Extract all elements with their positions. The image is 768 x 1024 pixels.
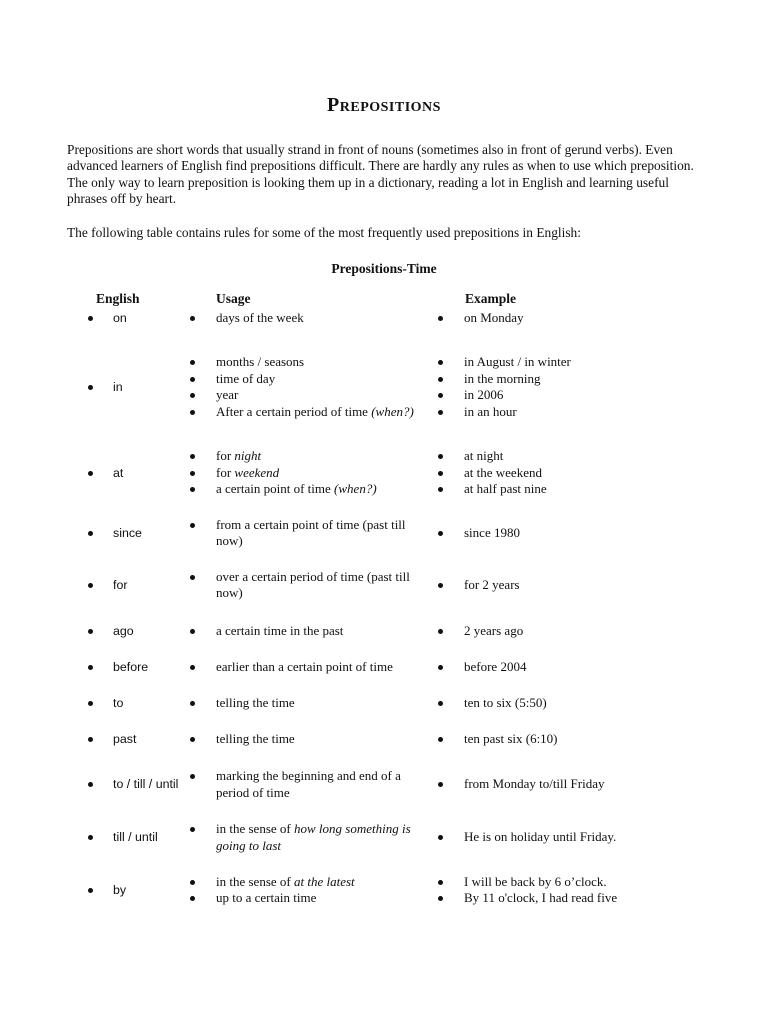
bullet-icon xyxy=(190,575,195,580)
list-item xyxy=(438,481,648,498)
preposition-text: ago xyxy=(113,624,134,639)
example-cell xyxy=(438,309,648,328)
list-item xyxy=(190,354,420,371)
list-item xyxy=(190,731,420,748)
example-text: since 1980 xyxy=(464,524,520,540)
example-text: 2 years ago xyxy=(464,623,524,639)
bullet-icon xyxy=(190,410,195,415)
preposition-text: since xyxy=(113,525,142,540)
english-cell xyxy=(88,345,188,429)
usage-note: how long something is going to last xyxy=(216,821,411,853)
column-header-usage: Usage xyxy=(216,291,251,306)
list-item xyxy=(190,387,420,404)
bullet-icon xyxy=(190,774,195,779)
usage-cell xyxy=(190,566,420,604)
table-title: Prepositions-Time xyxy=(331,261,437,276)
bullet-icon xyxy=(438,782,443,787)
preposition-text: past xyxy=(113,732,137,747)
bullet-icon xyxy=(190,377,195,382)
preposition-text: for xyxy=(113,577,128,592)
list-item xyxy=(190,371,420,388)
bullet-icon xyxy=(438,835,443,840)
bullet-icon xyxy=(438,410,443,415)
bullet-icon xyxy=(438,880,443,885)
list-item xyxy=(190,517,420,550)
usage-cell xyxy=(190,309,420,328)
example-text: on Monday xyxy=(464,310,524,326)
list-item xyxy=(438,525,648,542)
usage-text: time of day xyxy=(216,370,276,386)
usage-cell xyxy=(190,766,420,803)
bullet-icon xyxy=(190,454,195,459)
english-cell xyxy=(88,309,188,328)
example-text: at night xyxy=(464,448,504,464)
preposition-text: on xyxy=(113,311,127,326)
usage-note: night xyxy=(234,448,262,464)
bullet-icon xyxy=(190,471,195,476)
example-cell xyxy=(438,622,648,641)
example-cell xyxy=(438,658,648,677)
page-title: Prepositions xyxy=(327,94,441,116)
bullet-icon xyxy=(438,737,443,742)
bullet-icon xyxy=(438,393,443,398)
table-row xyxy=(0,514,768,552)
bullet-icon xyxy=(438,665,443,670)
usage-cell xyxy=(190,622,420,641)
bullet-icon xyxy=(88,316,93,321)
english-cell xyxy=(88,694,188,713)
table-row xyxy=(0,309,768,328)
list-item xyxy=(88,829,188,846)
example-cell xyxy=(438,872,648,908)
usage-text: marking the beginning and end of a period of time xyxy=(216,768,401,800)
list-item xyxy=(88,659,188,676)
preposition-text: before xyxy=(113,660,149,675)
usage-text: telling the time xyxy=(216,695,295,711)
table-row xyxy=(0,730,768,749)
table-row xyxy=(0,766,768,803)
preposition-text: to / till / until xyxy=(113,777,179,792)
english-cell xyxy=(88,819,188,856)
bullet-icon xyxy=(438,629,443,634)
bullet-icon xyxy=(190,827,195,832)
list-item xyxy=(438,577,648,594)
usage-text: in the sense of xyxy=(216,873,291,889)
bullet-icon xyxy=(88,737,93,742)
list-item xyxy=(88,577,188,594)
list-item xyxy=(190,695,420,712)
example-text: in an hour xyxy=(464,403,517,419)
bullet-icon xyxy=(190,523,195,528)
example-text: in 2006 xyxy=(464,387,504,402)
example-text: ten to six (5:50) xyxy=(464,695,547,711)
list-item xyxy=(190,448,420,465)
preposition-text: to xyxy=(113,696,124,711)
example-text: in the morning xyxy=(464,370,541,386)
list-item xyxy=(438,623,648,640)
usage-text: in the sense of xyxy=(216,821,291,836)
example-cell xyxy=(438,345,648,429)
list-item xyxy=(438,659,648,676)
example-cell xyxy=(438,514,648,552)
example-text: I will be back by 6 o’clock. xyxy=(464,873,607,889)
usage-text: year xyxy=(216,387,239,402)
usage-text: from a certain point of time (past till now) xyxy=(216,516,406,548)
usage-cell xyxy=(190,658,420,677)
example-text: in August / in winter xyxy=(464,354,571,369)
list-item xyxy=(190,569,420,602)
bullet-icon xyxy=(438,583,443,588)
usage-note: (when?) xyxy=(371,403,414,419)
intro-paragraph: Prepositions are short words that usually strand in front of nouns (sometimes also in front of gerund verbs). Even advanced learners of English find prepositions difficult. There are hardly any rules as when to use which preposition. The only way to learn preposition is looking them up in a dictionary, reading a lot in English and learning useful phrases off by heart. xyxy=(67,142,694,207)
bullet-icon xyxy=(88,385,93,390)
list-item xyxy=(190,659,420,676)
english-cell xyxy=(88,658,188,677)
column-header-example: Example xyxy=(465,291,517,306)
list-item xyxy=(438,731,648,748)
list-item xyxy=(88,379,188,396)
usage-note: at the latest xyxy=(293,873,355,889)
bullet-icon xyxy=(438,454,443,459)
usage-cell xyxy=(190,514,420,552)
usage-text: After a certain period of time xyxy=(216,403,368,419)
usage-note: (when?) xyxy=(334,481,377,497)
usage-cell xyxy=(190,446,420,500)
example-text: from Monday to/till Friday xyxy=(464,776,605,792)
table-row xyxy=(0,566,768,604)
example-text: before 2004 xyxy=(464,659,527,675)
usage-text: telling the time xyxy=(216,731,295,747)
example-cell xyxy=(438,694,648,713)
usage-text: over a certain period of time (past till now) xyxy=(216,568,410,600)
usage-text: a certain point of time xyxy=(216,481,331,497)
example-cell xyxy=(438,730,648,749)
list-item xyxy=(438,404,648,421)
bullet-icon xyxy=(438,360,443,365)
bullet-icon xyxy=(190,701,195,706)
bullet-icon xyxy=(88,583,93,588)
list-item xyxy=(190,481,420,498)
list-item xyxy=(190,874,420,891)
table-row xyxy=(0,345,768,429)
list-item xyxy=(438,890,648,907)
bullet-icon xyxy=(88,531,93,536)
list-item xyxy=(190,623,420,640)
bullet-icon xyxy=(88,782,93,787)
bullet-icon xyxy=(438,896,443,901)
english-cell xyxy=(88,622,188,641)
bullet-icon xyxy=(190,665,195,670)
english-cell xyxy=(88,446,188,500)
usage-cell xyxy=(190,730,420,749)
bullet-icon xyxy=(190,737,195,742)
table-row xyxy=(0,819,768,856)
list-item xyxy=(438,310,648,327)
table-row xyxy=(0,658,768,677)
usage-note: weekend xyxy=(234,464,280,480)
preposition-text: in xyxy=(113,379,123,394)
usage-text: up to a certain time xyxy=(216,890,317,905)
column-header-english: English xyxy=(96,291,140,306)
english-cell xyxy=(88,566,188,604)
list-item xyxy=(88,695,188,712)
usage-text: earlier than a certain point of time xyxy=(216,659,393,675)
usage-text: for xyxy=(216,464,232,480)
example-text: at half past nine xyxy=(464,481,547,497)
list-item xyxy=(190,890,420,907)
list-item xyxy=(438,776,648,793)
usage-text: days of the week xyxy=(216,310,304,326)
bullet-icon xyxy=(88,701,93,706)
list-item xyxy=(438,695,648,712)
bullet-icon xyxy=(88,629,93,634)
list-item xyxy=(88,465,188,482)
bullet-icon xyxy=(190,880,195,885)
bullet-icon xyxy=(88,471,93,476)
example-text: He is on holiday until Friday. xyxy=(464,829,617,845)
bullet-icon xyxy=(190,393,195,398)
usage-text: for xyxy=(216,448,232,464)
list-item xyxy=(190,310,420,327)
preposition-text: at xyxy=(113,465,124,480)
english-cell xyxy=(88,766,188,803)
lead-paragraph: The following table contains rules for some of the most frequently used prepositions in English: xyxy=(67,225,581,240)
bullet-icon xyxy=(88,888,93,893)
list-item xyxy=(88,776,188,793)
table-row xyxy=(0,622,768,641)
bullet-icon xyxy=(88,665,93,670)
table-row xyxy=(0,446,768,500)
example-cell xyxy=(438,819,648,856)
list-item xyxy=(88,525,188,542)
bullet-icon xyxy=(438,487,443,492)
list-item xyxy=(190,465,420,482)
list-item xyxy=(88,731,188,748)
list-item xyxy=(88,310,188,327)
usage-cell xyxy=(190,872,420,908)
list-item xyxy=(438,354,648,371)
list-item xyxy=(438,829,648,846)
preposition-text: till / until xyxy=(113,830,158,845)
bullet-icon xyxy=(88,835,93,840)
bullet-icon xyxy=(190,316,195,321)
bullet-icon xyxy=(438,316,443,321)
english-cell xyxy=(88,872,188,908)
list-item xyxy=(88,623,188,640)
english-cell xyxy=(88,514,188,552)
list-item xyxy=(190,768,420,801)
list-item xyxy=(190,404,420,421)
bullet-icon xyxy=(190,487,195,492)
usage-cell xyxy=(190,819,420,856)
list-item xyxy=(190,821,420,854)
list-item xyxy=(438,874,648,891)
bullet-icon xyxy=(438,701,443,706)
usage-text: a certain time in the past xyxy=(216,623,344,639)
table-row xyxy=(0,694,768,713)
table-row xyxy=(0,872,768,908)
example-cell xyxy=(438,766,648,803)
example-text: at the weekend xyxy=(464,464,542,480)
example-text: ten past six (6:10) xyxy=(464,731,558,747)
bullet-icon xyxy=(190,896,195,901)
bullet-icon xyxy=(438,471,443,476)
list-item xyxy=(88,882,188,899)
list-item xyxy=(438,465,648,482)
example-cell xyxy=(438,446,648,500)
bullet-icon xyxy=(190,629,195,634)
list-item xyxy=(438,448,648,465)
usage-cell xyxy=(190,694,420,713)
example-cell xyxy=(438,566,648,604)
preposition-text: by xyxy=(113,882,127,897)
usage-text: months / seasons xyxy=(216,354,305,369)
bullet-icon xyxy=(438,377,443,382)
bullet-icon xyxy=(190,360,195,365)
list-item xyxy=(438,371,648,388)
english-cell xyxy=(88,730,188,749)
bullet-icon xyxy=(438,531,443,536)
list-item xyxy=(438,387,648,404)
usage-cell xyxy=(190,345,420,429)
example-text: By 11 o'clock, I had read five xyxy=(464,890,618,905)
example-text: for 2 years xyxy=(464,576,520,592)
